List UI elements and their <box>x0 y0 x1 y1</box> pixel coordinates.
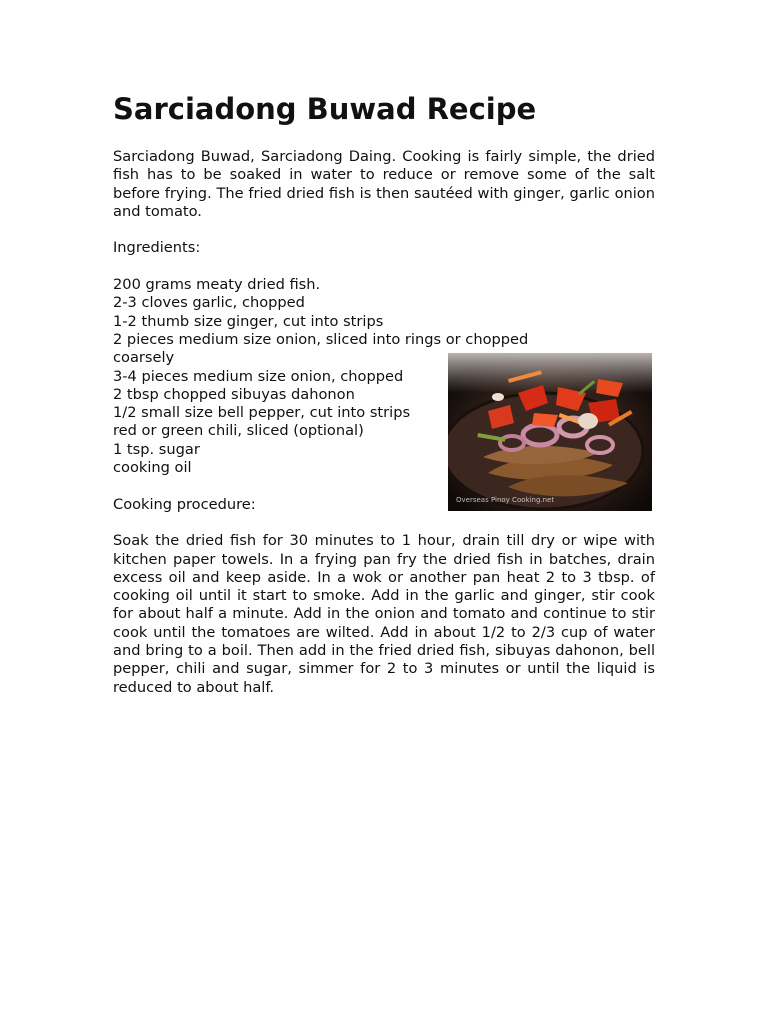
ingredient-item: 1 tsp. sugar <box>113 440 200 458</box>
ingredient-item: 200 grams meaty dried fish. <box>113 276 321 294</box>
procedure-text: Soak the dried fish for 30 minutes to 1 hour, drain till dry or wipe with kitchen paper towels. In a frying pan fry the dried fish in batches, drain excess oil and keep aside. In a wok or another pan heat 2 to 3 tbsp. of cooking oil until it start to smoke. Add in the garlic and ginger, stir cook for about half a minute. Add in the onion and tomato and continue to stir cook until the tomatoes are wilted. Add in about 1/2 to 2/3 cup of water and bring to a boil. Then add in the fried dried fish, sibuyas dahonon, bell pepper, chili and sugar, simmer for 2 to 3 minutes or until the liquid is reduced to about half. <box>113 532 655 696</box>
recipe-document <box>113 90 655 697</box>
ingredients-heading: Ingredients: <box>113 239 201 257</box>
dish-photo <box>448 353 652 511</box>
recipe-intro: Sarciadong Buwad, Sarciadong Daing. Cooking is fairly simple, the dried fish has to be soaked in water to reduce or remove some of the salt before frying. The fried dried fish is then sautéed with ginger, garlic onion and tomato. <box>113 148 655 220</box>
photo-watermark: Overseas Pinoy Cooking.net <box>456 496 555 504</box>
ingredient-item: 3-4 pieces medium size onion, chopped <box>113 367 404 385</box>
ingredient-item: 2-3 cloves garlic, chopped <box>113 294 305 312</box>
dish-photo-illustration <box>448 353 652 511</box>
ingredient-item: cooking oil <box>113 459 192 477</box>
ingredient-item: 1/2 small size bell pepper, cut into strips <box>113 404 411 422</box>
ingredient-item: 2 tbsp chopped sibuyas dahonon <box>113 385 355 403</box>
ingredient-item: 2 pieces medium size onion, sliced into rings or chopped coarsely <box>113 330 529 367</box>
recipe-title: Sarciadong Buwad Recipe <box>113 92 537 126</box>
ingredient-item: 1-2 thumb size ginger, cut into strips <box>113 312 384 330</box>
procedure-heading: Cooking procedure: <box>113 495 256 513</box>
ingredient-item: red or green chili, sliced (optional) <box>113 422 364 440</box>
